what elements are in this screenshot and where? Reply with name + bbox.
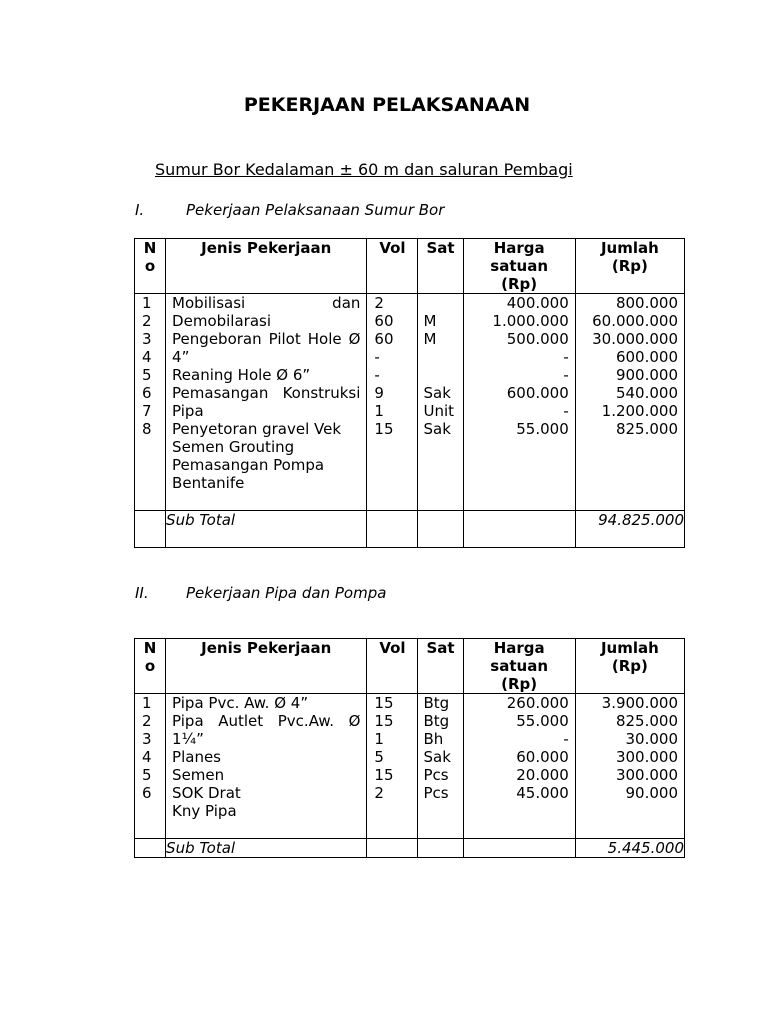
jenis-column [166,294,367,511]
row-number: 7 [142,402,152,420]
unit-price-cell: - [563,366,569,384]
row-number: 2 [142,712,152,730]
volume-cell: 60 [374,330,394,348]
amount-cell: 300.000 [615,766,678,784]
row-number: 5 [142,766,152,784]
unit-cell: M [423,312,437,330]
row-number: 5 [142,366,152,384]
unit-cell: Btg [423,694,450,712]
row-number: 3 [142,330,152,348]
job-line: Pemasangan Konstruksi [172,384,361,402]
subtotal-value: 5.445.000 [575,839,684,858]
unit-cell: Pcs [423,784,449,802]
job-line: Demobilarasi [172,312,272,330]
volume-cell: 15 [374,766,394,784]
subtotal-label: Sub Total [166,839,367,858]
unit-price-cell: - [563,348,569,366]
job-line: Pipa Pvc. Aw. Ø 4” [172,694,309,712]
unit-cell [423,348,462,366]
unit-price-cell: - [563,402,569,420]
header-jumlah: Jumlah (Rp) [575,239,684,294]
unit-price-cell: - [563,730,569,748]
harga-column [463,294,575,511]
job-line: Pipa Autlet Pvc.Aw. Ø [172,712,361,730]
header-no: No [135,239,166,294]
volume-cell: 15 [374,420,394,438]
job-line: 4” [172,348,190,366]
document-title: PEKERJAAN PELAKSANAAN [243,94,531,116]
subtotal-value: 94.825.000 [575,511,684,548]
volume-cell: 15 [374,694,394,712]
volume-cell: 60 [374,312,394,330]
job-line: Semen Grouting [172,438,295,456]
unit-cell: M [423,330,437,348]
job-line: 1¼” [172,730,204,748]
unit-price-cell: 400.000 [506,294,569,312]
jumlah-column [575,694,684,839]
job-line: Pemasangan Pompa [172,456,325,474]
subtotal-row [135,511,685,548]
table-body-row [135,294,685,511]
header-jumlah: Jumlah (Rp) [575,639,684,694]
header-vol: Vol [367,239,418,294]
unit-price-cell: 60.000 [516,748,569,766]
amount-cell: 90.000 [625,784,678,802]
amount-cell: 30.000.000 [592,330,678,348]
job-line: Bentanife [172,474,245,492]
jumlah-column [575,294,684,511]
job-line: Reaning Hole Ø 6” [172,366,311,384]
unit-price-cell: 1.000.000 [492,312,569,330]
unit-cell: Bh [423,730,444,748]
unit-price-cell: 600.000 [506,384,569,402]
volume-cell: 2 [374,784,384,802]
amount-cell: 825.000 [615,420,678,438]
unit-cell [423,294,462,312]
amount-cell: 540.000 [615,384,678,402]
section-2-title: Pekerjaan Pipa dan Pompa [186,584,387,602]
header-vol: Vol [367,639,418,694]
subtotal-row [135,839,685,858]
unit-price-cell: 45.000 [516,784,569,802]
section-1-title: Pekerjaan Pelaksanaan Sumur Bor [186,201,445,219]
sat-column [418,694,463,839]
unit-cell [423,366,462,384]
header-harga: Harga satuan (Rp) [463,639,575,694]
amount-cell: 60.000.000 [592,312,678,330]
job-line: Semen [172,766,225,784]
job-line: Planes [172,748,222,766]
amount-cell: 800.000 [615,294,678,312]
unit-cell: Btg [423,712,450,730]
harga-column [463,694,575,839]
unit-price-cell: 260.000 [506,694,569,712]
unit-cell: Sak [423,420,451,438]
job-line: Pipa [172,402,204,420]
section-2-number: II. [135,584,149,602]
header-jenis: Jenis Pekerjaan [166,239,367,294]
section-1-number: I. [135,201,145,219]
header-jenis: Jenis Pekerjaan [166,639,367,694]
table-header-row [135,239,685,294]
volume-cell: 9 [374,384,384,402]
job-line: Pengeboran Pilot Hole Ø [172,330,361,348]
unit-price-cell: 55.000 [516,712,569,730]
volume-cell: 1 [374,402,384,420]
job-line: Mobilisasi dan [172,294,361,312]
unit-cell: Unit [423,402,455,420]
amount-cell: 3.900.000 [601,694,678,712]
job-line: SOK Drat [172,784,241,802]
no-column [135,694,166,839]
volume-cell: - [374,366,380,384]
jenis-column [166,694,367,839]
row-number: 1 [142,694,152,712]
subtotal-label: Sub Total [166,511,367,548]
header-no: No [135,639,166,694]
row-number: 6 [142,384,152,402]
sat-column [418,294,463,511]
volume-cell: - [374,348,380,366]
unit-cell: Sak [423,748,451,766]
unit-cell: Pcs [423,766,449,784]
table-section-2 [134,638,685,858]
row-number: 6 [142,784,152,802]
volume-cell: 5 [374,748,384,766]
job-line: Penyetoran gravel Vek [172,420,342,438]
table-body-row [135,694,685,839]
amount-cell: 825.000 [615,712,678,730]
volume-cell: 2 [374,294,384,312]
amount-cell: 600.000 [615,348,678,366]
table-header-row [135,639,685,694]
row-number: 1 [142,294,152,312]
table-section-1 [134,238,685,548]
job-line: Kny Pipa [172,802,237,820]
header-harga: Harga satuan (Rp) [463,239,575,294]
document-subtitle: Sumur Bor Kedalaman ± 60 m dan saluran Pembagi [155,160,573,179]
no-column [135,294,166,511]
row-number: 3 [142,730,152,748]
unit-cell: Sak [423,384,451,402]
amount-cell: 300.000 [615,748,678,766]
vol-column [367,294,418,511]
row-number: 8 [142,420,152,438]
row-number: 4 [142,748,152,766]
vol-column [367,694,418,839]
volume-cell: 15 [374,712,394,730]
header-sat: Sat [418,239,463,294]
row-number: 4 [142,348,152,366]
amount-cell: 1.200.000 [601,402,678,420]
unit-price-cell: 500.000 [506,330,569,348]
row-number: 2 [142,312,152,330]
volume-cell: 1 [374,730,384,748]
amount-cell: 900.000 [615,366,678,384]
unit-price-cell: 55.000 [516,420,569,438]
amount-cell: 30.000 [625,730,678,748]
header-sat: Sat [418,639,463,694]
unit-price-cell: 20.000 [516,766,569,784]
